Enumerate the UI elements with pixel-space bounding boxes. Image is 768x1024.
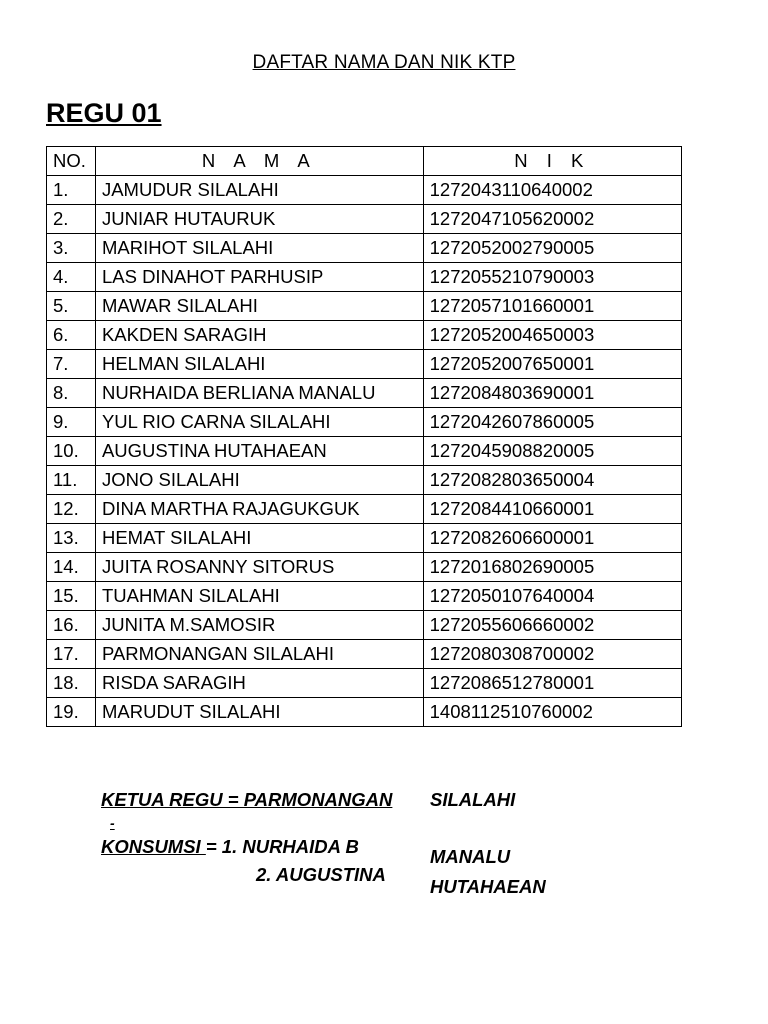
cell-nama: TUAHMAN SILALAHI [95, 582, 423, 611]
table-row [47, 582, 682, 611]
table-row [47, 495, 682, 524]
cell-no: 10. [47, 437, 96, 466]
table-body [47, 176, 682, 727]
table-row [47, 350, 682, 379]
cell-nik: 1272084803690001 [423, 379, 681, 408]
cell-nik: 1272082606600001 [423, 524, 681, 553]
cell-nama: AUGUSTINA HUTAHAEAN [95, 437, 423, 466]
header-nama: N A M A [95, 147, 423, 176]
cell-nik: 1272084410660001 [423, 495, 681, 524]
cell-nik: 1272047105620002 [423, 205, 681, 234]
ketua-label [101, 789, 392, 811]
cell-nama: LAS DINAHOT PARHUSIP [95, 263, 423, 292]
cell-nik: 1272045908820005 [423, 437, 681, 466]
table-row [47, 234, 682, 263]
cell-nama: JAMUDUR SILALAHI [95, 176, 423, 205]
cell-nama: HELMAN SILALAHI [95, 350, 423, 379]
cell-nik: 1272052004650003 [423, 321, 681, 350]
cell-nama: MARIHOT SILALAHI [95, 234, 423, 263]
konsumsi-line [101, 836, 359, 858]
table-row [47, 205, 682, 234]
cell-nik: 1272052002790005 [423, 234, 681, 263]
cell-nama: JONO SILALAHI [95, 466, 423, 495]
table-row [47, 379, 682, 408]
cell-nama: PARMONANGAN SILALAHI [95, 640, 423, 669]
cell-no: 4. [47, 263, 96, 292]
group-title: REGU 01 [46, 98, 162, 128]
cell-no: 19. [47, 698, 96, 727]
cell-nik: 1408112510760002 [423, 698, 681, 727]
cell-nama: MAWAR SILALAHI [95, 292, 423, 321]
table-row [47, 553, 682, 582]
table-row [47, 176, 682, 205]
cell-no: 18. [47, 669, 96, 698]
cell-no: 7. [47, 350, 96, 379]
table-row [47, 524, 682, 553]
konsumsi-item-1: = 1. NURHAIDA B [205, 836, 359, 857]
cell-no: 3. [47, 234, 96, 263]
cell-nama: DINA MARTHA RAJAGUKGUK [95, 495, 423, 524]
konsumsi-label: KONSUMSI [101, 836, 206, 857]
cell-nik: 1272042607860005 [423, 408, 681, 437]
roster-table [46, 146, 682, 727]
cell-nama: NURHAIDA BERLIANA MANALU [95, 379, 423, 408]
page-title: DAFTAR NAMA DAN NIK KTP [252, 52, 516, 73]
table-header-row [47, 147, 682, 176]
cell-nama: JUNIAR HUTAURUK [95, 205, 423, 234]
cell-nik: 1272043110640002 [423, 176, 681, 205]
cell-nama: JUNITA M.SAMOSIR [95, 611, 423, 640]
cell-nik: 1272080308700002 [423, 640, 681, 669]
table-row [47, 669, 682, 698]
cell-nama: YUL RIO CARNA SILALAHI [95, 408, 423, 437]
cell-no: 11. [47, 466, 96, 495]
cell-nik: 1272016802690005 [423, 553, 681, 582]
table-row [47, 466, 682, 495]
table-row [47, 437, 682, 466]
cell-nama: KAKDEN SARAGIH [95, 321, 423, 350]
cell-no: 16. [47, 611, 96, 640]
konsumsi-item-2: 2. AUGUSTINA [256, 864, 386, 885]
konsumsi-surname-2: HUTAHAEAN [430, 876, 546, 897]
ketua-label-text: KETUA REGU = PARMONANGAN [101, 789, 393, 810]
cell-nama: RISDA SARAGIH [95, 669, 423, 698]
table-row [47, 640, 682, 669]
table-row [47, 292, 682, 321]
cell-nama: JUITA ROSANNY SITORUS [95, 553, 423, 582]
cell-no: 6. [47, 321, 96, 350]
header-no: NO. [47, 147, 96, 176]
table-row [47, 611, 682, 640]
ketua-surname: SILALAHI [430, 789, 516, 810]
konsumsi-surname-1: MANALU [430, 846, 511, 867]
cell-no: 14. [47, 553, 96, 582]
cell-nik: 1272086512780001 [423, 669, 681, 698]
cell-no: 12. [47, 495, 96, 524]
header-nik: N I K [423, 147, 681, 176]
cell-no: 2. [47, 205, 96, 234]
cell-no: 17. [47, 640, 96, 669]
cell-nik: 1272055210790003 [423, 263, 681, 292]
cell-nama: HEMAT SILALAHI [95, 524, 423, 553]
cell-no: 9. [47, 408, 96, 437]
table-row [47, 321, 682, 350]
table-row [47, 698, 682, 727]
cell-nik: 1272052007650001 [423, 350, 681, 379]
cell-nik: 1272082803650004 [423, 466, 681, 495]
cell-no: 8. [47, 379, 96, 408]
cell-nik: 1272057101660001 [423, 292, 681, 321]
cell-no: 5. [47, 292, 96, 321]
cell-no: 15. [47, 582, 96, 611]
cell-nama: MARUDUT SILALAHI [95, 698, 423, 727]
cell-no: 13. [47, 524, 96, 553]
cell-no: 1. [47, 176, 96, 205]
table-row [47, 263, 682, 292]
cell-nik: 1272050107640004 [423, 582, 681, 611]
cell-nik: 1272055606660002 [423, 611, 681, 640]
table-row [47, 408, 682, 437]
footer-dash: - [110, 815, 115, 831]
